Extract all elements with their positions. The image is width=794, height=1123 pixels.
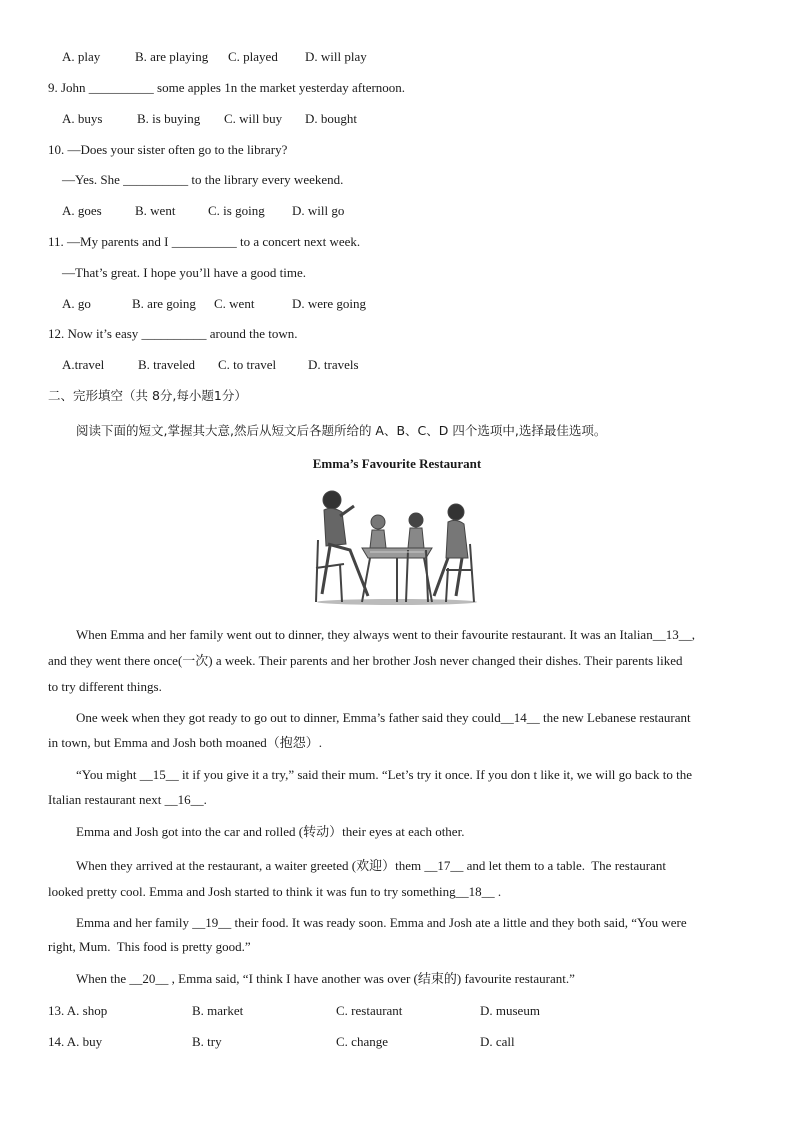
q12-option-a: A.travel xyxy=(62,357,105,372)
q8-option-d: D. will play xyxy=(305,49,367,64)
passage-line: One week when they got ready to go out to dinner, Emma’s father said they could__14__ the new Lebanese restaurant xyxy=(76,710,691,725)
q12-stem: 12. Now it’s easy __________ around the town. xyxy=(48,326,298,341)
passage-line: looked pretty cool. Emma and Josh started to think it was fun to try something__18__ . xyxy=(48,884,502,899)
q8-option-c: C. played xyxy=(228,49,278,64)
q11-option-c: C. went xyxy=(214,296,255,311)
q14-option-d: D. call xyxy=(480,1034,515,1049)
q11-option-b: B. are going xyxy=(132,296,196,311)
passage-title: Emma’s Favourite Restaurant xyxy=(312,456,482,471)
section-heading: 二、完形填空（共 8分,每小题1分） xyxy=(48,388,247,403)
q8-option-b: B. are playing xyxy=(135,49,209,64)
family-dinner-illustration xyxy=(310,484,484,608)
passage-line: Emma and Josh got into the car and rolled (转动）their eyes at each other. xyxy=(76,824,465,839)
passage-line: Italian restaurant next __16__. xyxy=(48,792,207,807)
passage-line: “You might __15__ it if you give it a try,” said their mum. “Let’s try it once. If you don t like it, we will go back to the xyxy=(76,767,692,782)
passage-line: right, Mum. This food is pretty good.” xyxy=(48,939,251,954)
q8-option-a: A. play xyxy=(62,49,101,64)
q11-stem-reply: —That’s great. I hope you’ll have a good time. xyxy=(62,265,307,280)
q9-option-a: A. buys xyxy=(62,111,103,126)
q10-option-b: B. went xyxy=(135,203,176,218)
q10-stem: 10. —Does your sister often go to the library? xyxy=(48,142,288,157)
q13-option-a: 13. A. shop xyxy=(48,1003,108,1018)
q9-stem: 9. John __________ some apples 1n the market yesterday afternoon. xyxy=(48,80,406,95)
q11-option-d: D. were going xyxy=(292,296,367,311)
passage-line: When the __20__ , Emma said, “I think I have another was over (结束的) favourite restaurant.” xyxy=(76,971,575,986)
q9-option-b: B. is buying xyxy=(137,111,201,126)
passage-line: Emma and her family __19__ their food. It was ready soon. Emma and Josh ate a little and they both said, “You were xyxy=(76,915,687,930)
q10-option-c: C. is going xyxy=(208,203,265,218)
passage-line: to try different things. xyxy=(48,679,162,694)
q14-option-c: C. change xyxy=(336,1034,388,1049)
q12-option-d: D. travels xyxy=(308,357,359,372)
q13-option-d: D. museum xyxy=(480,1003,540,1018)
q9-option-c: C. will buy xyxy=(224,111,283,126)
passage-line: in town, but Emma and Josh both moaned（抱怨）. xyxy=(48,735,323,750)
passage-line: When they arrived at the restaurant, a waiter greeted (欢迎）them __17__ and let them to a table. The restaurant xyxy=(76,858,666,873)
q10-option-a: A. goes xyxy=(62,203,102,218)
q14-option-b: B. try xyxy=(192,1034,222,1049)
q11-stem: 11. —My parents and I __________ to a concert next week. xyxy=(48,234,361,249)
q10-option-d: D. will go xyxy=(292,203,345,218)
passage-line: and they went there once(一次) a week. Their parents and her brother Josh never changed their dishes. Their parents liked xyxy=(48,653,683,668)
section-instruction: 阅读下面的短文,掌握其大意,然后从短文后各题所给的 A、B、C、D 四个选项中,选择最佳选项。 xyxy=(76,423,607,438)
q13-option-c: C. restaurant xyxy=(336,1003,403,1018)
q12-option-b: B. traveled xyxy=(138,357,196,372)
q13-option-b: B. market xyxy=(192,1003,244,1018)
passage-line: When Emma and her family went out to dinner, they always went to their favourite restaurant. It was an Italian__13__, xyxy=(76,627,695,642)
q9-option-d: D. bought xyxy=(305,111,357,126)
q14-option-a: 14. A. buy xyxy=(48,1034,103,1049)
q12-option-c: C. to travel xyxy=(218,357,277,372)
q10-stem-reply: —Yes. She __________ to the library every weekend. xyxy=(62,172,344,187)
q11-option-a: A. go xyxy=(62,296,91,311)
